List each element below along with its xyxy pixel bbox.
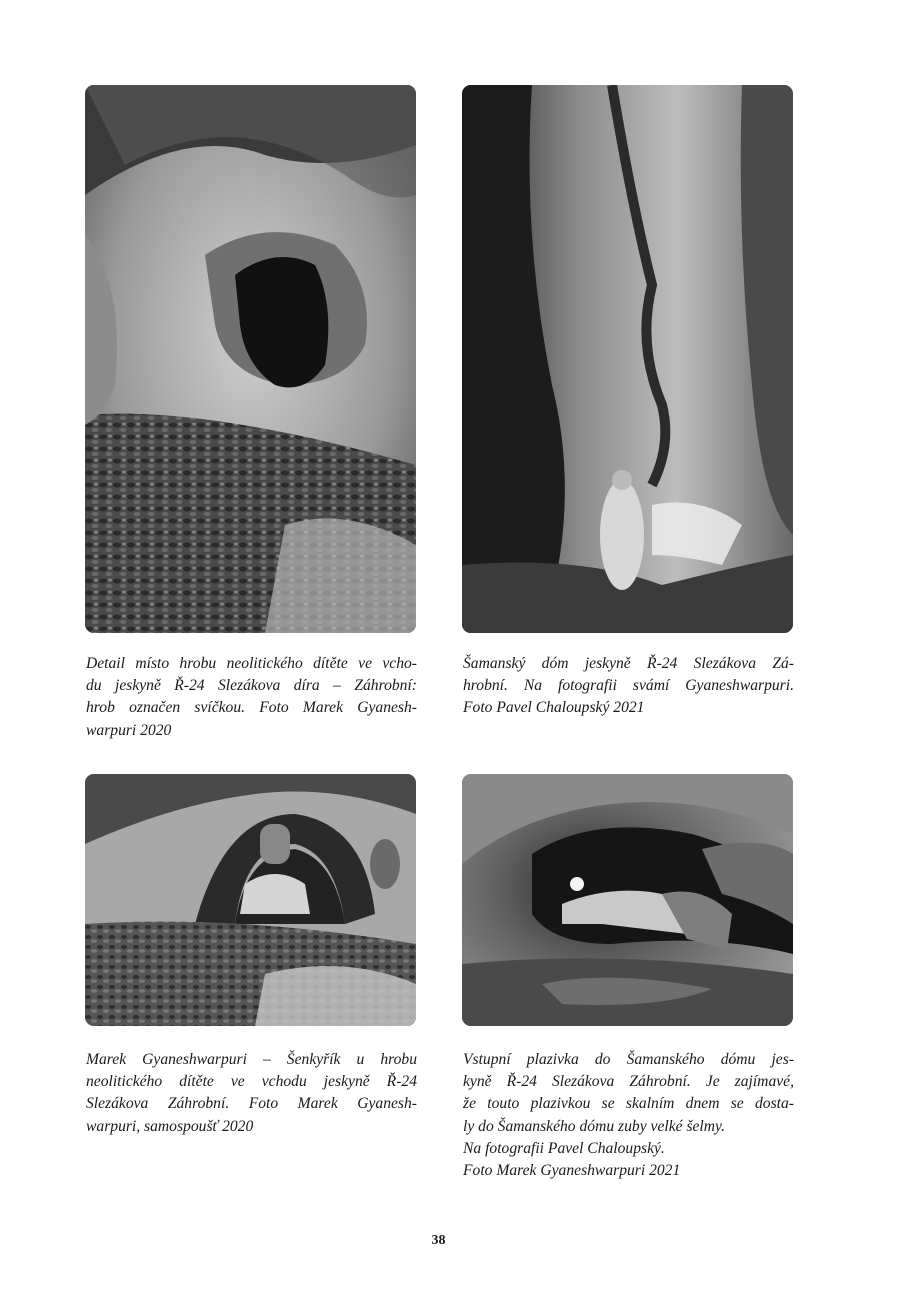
caption-line: Detail místo hrobu neolitického dítěte ve vcho- bbox=[86, 655, 417, 672]
photo-shaman-dome bbox=[462, 85, 793, 633]
caption-line: neolitického dítěte ve vchodu jeskyně Ř-24 bbox=[86, 1073, 417, 1091]
caption-line: Na fotografii Pavel Chaloupský. bbox=[463, 1139, 665, 1157]
caption-line: Slezákova Záhrobní. Foto Marek Gyanesh- bbox=[86, 1095, 417, 1113]
entry-crawlway-image bbox=[462, 774, 793, 1026]
caption-line: že touto plazivkou se skalním dnem se dosta- bbox=[463, 1095, 794, 1113]
caption-line: ly do Šamanského dómu zuby velké šelmy. bbox=[463, 1117, 725, 1135]
shaman-dome-image bbox=[462, 85, 793, 633]
caption-line: hrobní. Na fotografii svámí Gyaneshwarpuri. bbox=[463, 677, 794, 695]
caption-shaman-dome bbox=[463, 653, 794, 720]
caption-line: Foto Pavel Chaloupský 2021 bbox=[463, 699, 645, 717]
page-number: 38 bbox=[431, 1233, 446, 1248]
caption-line: du jeskyně Ř-24 Slezákova díra – Záhrobní: bbox=[86, 677, 417, 695]
caption-line: Marek Gyaneshwarpuri – Šenkyřík u hrobu bbox=[86, 1051, 417, 1068]
cave-entrance-image bbox=[85, 85, 416, 633]
photo-cave-entrance-grave bbox=[85, 85, 416, 633]
caption-entry-crawlway bbox=[463, 1049, 794, 1182]
caption-person-at-grave bbox=[86, 1049, 417, 1138]
caption-line: warpuri 2020 bbox=[86, 721, 172, 739]
caption-grave-detail bbox=[86, 653, 417, 742]
caption-line: kyně Ř-24 Slezákova Záhrobní. Je zajímavé, bbox=[463, 1073, 794, 1091]
caption-line: Vstupní plazivka do Šamanského dómu jes- bbox=[463, 1051, 794, 1068]
photo-person-at-grave bbox=[85, 774, 416, 1026]
caption-line: Foto Marek Gyaneshwarpuri 2021 bbox=[463, 1162, 681, 1180]
caption-line: hrob označen svíčkou. Foto Marek Gyanesh- bbox=[86, 699, 417, 717]
photo-entry-crawlway bbox=[462, 774, 793, 1026]
caption-line: Šamanský dóm jeskyně Ř-24 Slezákova Zá- bbox=[463, 655, 794, 672]
person-at-grave-image bbox=[85, 774, 416, 1026]
caption-line: warpuri, samospoušť 2020 bbox=[86, 1117, 254, 1135]
